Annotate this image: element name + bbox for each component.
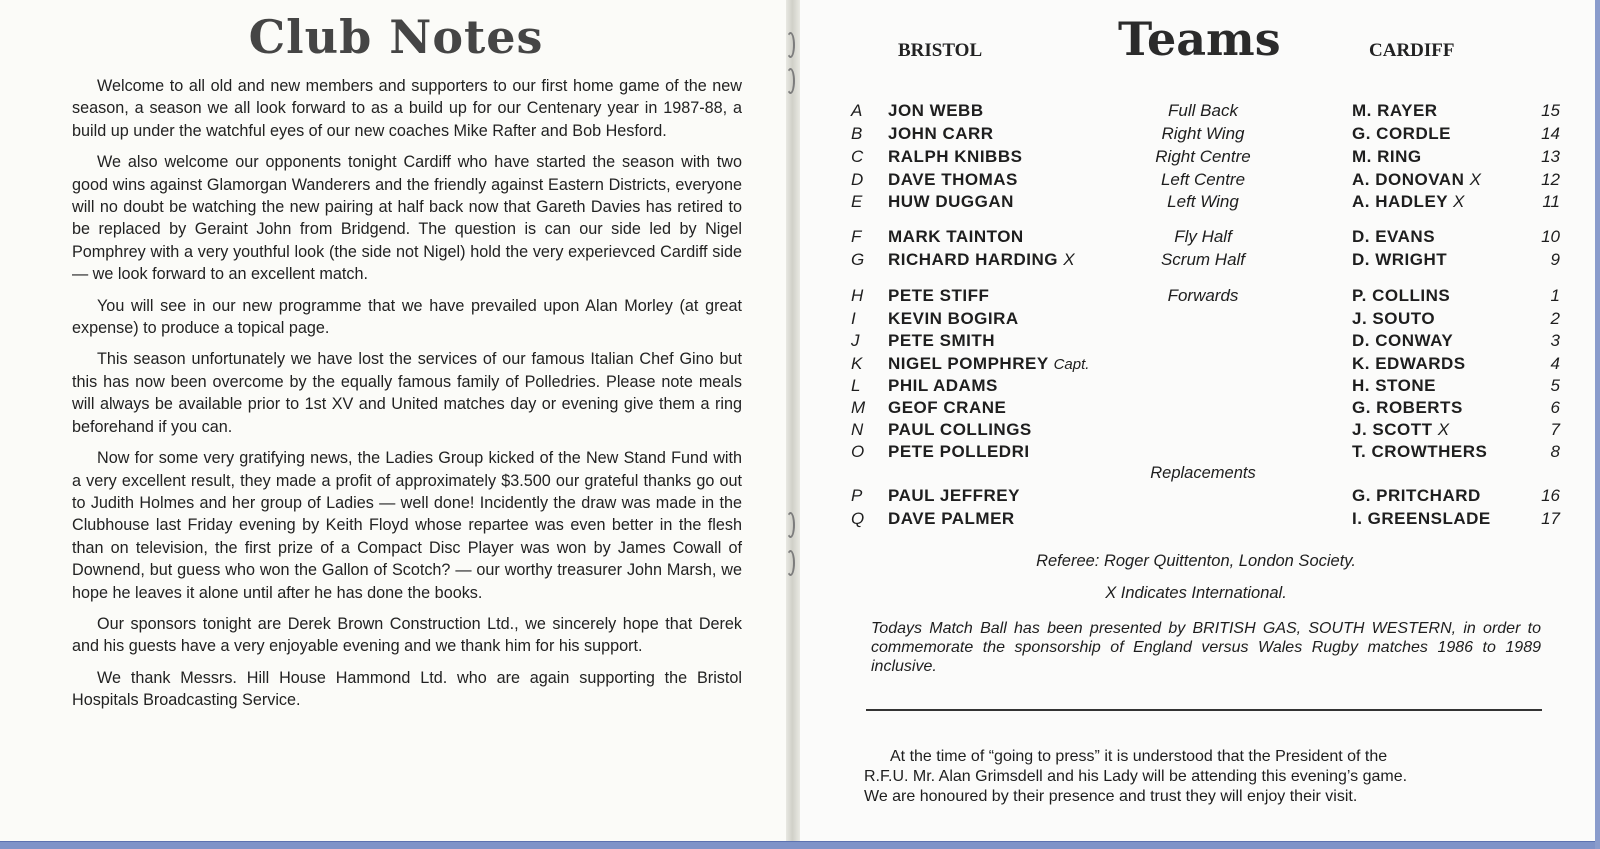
cardiff-player bbox=[1352, 170, 1481, 190]
referee-line: Referee: Roger Quittenton, London Society. bbox=[1036, 552, 1356, 570]
cardiff-player-name: J. SCOTT bbox=[1352, 420, 1433, 439]
bristol-letter: J bbox=[851, 331, 860, 350]
lineup-row bbox=[0, 509, 1600, 531]
cardiff-number: 6 bbox=[1550, 398, 1560, 417]
bristol-letter: A bbox=[851, 101, 863, 120]
bristol-player-name: PETE POLLEDRI bbox=[888, 442, 1030, 461]
international-mark: X bbox=[1453, 192, 1465, 211]
cardiff-number: 2 bbox=[1550, 309, 1560, 328]
home-team-heading: BRISTOL bbox=[898, 40, 983, 61]
cardiff-player bbox=[1352, 376, 1436, 396]
cardiff-player-name: D. CONWAY bbox=[1352, 331, 1454, 350]
divider bbox=[866, 709, 1542, 711]
bristol-player bbox=[888, 170, 1018, 190]
president-line: At the time of “going to press” it is understood that the President of the bbox=[890, 748, 1388, 765]
position-label: Right Wing bbox=[1161, 124, 1245, 143]
cardiff-player-name: K. EDWARDS bbox=[1352, 354, 1466, 373]
bristol-player-name: HUW DUGGAN bbox=[888, 192, 1014, 211]
cardiff-player-name: H. STONE bbox=[1352, 376, 1436, 395]
captain-note: Capt. bbox=[1053, 356, 1090, 373]
lineup-row bbox=[0, 309, 1600, 331]
cardiff-number: 5 bbox=[1550, 376, 1560, 395]
away-team-heading: CARDIFF bbox=[1369, 40, 1455, 61]
cardiff-player-name: G. ROBERTS bbox=[1352, 398, 1463, 417]
cardiff-player-name: I. GREENSLADE bbox=[1352, 509, 1491, 528]
club-notes-title: Club Notes bbox=[248, 10, 544, 64]
cardiff-player bbox=[1352, 420, 1450, 440]
international-note: X Indicates International. bbox=[1105, 584, 1287, 602]
bristol-player bbox=[888, 376, 998, 396]
bristol-letter: D bbox=[851, 170, 864, 189]
position-label: Right Centre bbox=[1155, 147, 1251, 166]
cardiff-player-name: D. EVANS bbox=[1352, 227, 1436, 246]
lineup-row bbox=[0, 398, 1600, 420]
lineup-row bbox=[0, 101, 1600, 123]
teams-title: Teams bbox=[1118, 12, 1281, 66]
lineup-row bbox=[0, 227, 1600, 249]
bristol-player bbox=[888, 486, 1020, 506]
cardiff-player-name: M. RING bbox=[1352, 147, 1422, 166]
cardiff-player bbox=[1352, 286, 1450, 306]
cardiff-player bbox=[1352, 486, 1481, 506]
bristol-player-name: DAVE THOMAS bbox=[888, 170, 1018, 189]
lineup-row bbox=[0, 147, 1600, 169]
cardiff-player-name: T. CROWTHERS bbox=[1352, 442, 1488, 461]
bristol-player-name: PETE SMITH bbox=[888, 331, 996, 350]
bristol-player-name: NIGEL POMPHREY bbox=[888, 354, 1049, 373]
bristol-letter: O bbox=[851, 442, 865, 461]
lineup-row bbox=[0, 286, 1600, 308]
cardiff-number: 4 bbox=[1550, 354, 1560, 373]
cardiff-number: 14 bbox=[1541, 124, 1560, 143]
cardiff-player bbox=[1352, 192, 1465, 212]
lineup-row bbox=[0, 250, 1600, 272]
lineup-row bbox=[0, 486, 1600, 508]
position-label: Scrum Half bbox=[1160, 250, 1246, 269]
bristol-letter: L bbox=[851, 376, 861, 395]
cardiff-player bbox=[1352, 124, 1451, 144]
bristol-player bbox=[888, 286, 989, 306]
bristol-player-name: PAUL COLLINGS bbox=[888, 420, 1032, 439]
bristol-player-name: MARK TAINTON bbox=[888, 227, 1024, 246]
position-label: Fly Half bbox=[1174, 227, 1232, 246]
bristol-player-name: DAVE PALMER bbox=[888, 509, 1015, 528]
bristol-letter: H bbox=[851, 286, 864, 305]
bristol-letter: F bbox=[851, 227, 862, 246]
lineup-row bbox=[0, 442, 1600, 464]
notes-paragraph: This season unfortunately we have lost the services of our famous Italian Chef Gino but this has now been overcome by the equally famous family of Polledries. Please note meals will always be available prior to 1st XV and United matches day or evening give them a ring beforehand if you can. bbox=[72, 350, 742, 436]
lineup-row bbox=[0, 420, 1600, 442]
bristol-player bbox=[888, 442, 1030, 462]
bristol-player bbox=[888, 227, 1024, 247]
replacements-label: Replacements bbox=[1150, 464, 1256, 482]
binding-staple-icon bbox=[786, 68, 795, 94]
cardiff-player-name: D. WRIGHT bbox=[1352, 250, 1448, 269]
cardiff-number: 1 bbox=[1550, 286, 1560, 305]
bristol-player-name: RICHARD HARDING bbox=[888, 250, 1058, 269]
cardiff-number: 17 bbox=[1541, 509, 1560, 528]
lineup-row bbox=[0, 331, 1600, 353]
president-note bbox=[864, 747, 1540, 807]
president-line: We are honoured by their presence and trust they will enjoy their visit. bbox=[864, 788, 1358, 805]
bristol-player bbox=[888, 101, 984, 121]
international-mark: X bbox=[1437, 420, 1450, 439]
cardiff-player-name: G. CORDLE bbox=[1352, 124, 1451, 143]
cardiff-player bbox=[1352, 398, 1463, 418]
cardiff-player bbox=[1352, 309, 1435, 329]
bristol-player-name: RALPH KNIBBS bbox=[888, 147, 1023, 166]
cardiff-number: 11 bbox=[1542, 192, 1560, 211]
cardiff-player bbox=[1352, 250, 1447, 270]
cardiff-player-name: J. SOUTO bbox=[1352, 309, 1436, 328]
bristol-player-name: PETE STIFF bbox=[888, 286, 990, 305]
cardiff-number: 16 bbox=[1541, 486, 1560, 505]
bristol-letter: P bbox=[851, 486, 863, 505]
lineup-row bbox=[0, 192, 1600, 214]
bristol-letter: N bbox=[851, 420, 864, 439]
lineup-row bbox=[0, 376, 1600, 398]
bristol-player-name: JOHN CARR bbox=[888, 124, 994, 143]
cardiff-player-name: P. COLLINS bbox=[1352, 286, 1451, 305]
bristol-player bbox=[888, 509, 1015, 529]
international-mark: X bbox=[1063, 250, 1076, 269]
international-mark: X bbox=[1469, 170, 1482, 189]
bristol-player-name: PHIL ADAMS bbox=[888, 376, 998, 395]
notes-paragraph: Now for some very gratifying news, the Ladies Group kicked of the New Stand Fund with a very excellent result, they made a profit of approximately $3.500 our grateful thanks go out to Judith Holmes and her group of Ladies — well done! Incidently the draw was made in the Clubhouse last Friday evening by Keith Floyd whose repartee was even better in the flesh than on television, the first prize of a Compact Disc Player was won by James Cowall of Downend, but guess who won the Gallon of Scotch? — our worthy treasurer John Marsh, we hope he leaves it alone until after he has done the books. bbox=[72, 449, 742, 602]
bristol-letter: Q bbox=[851, 509, 865, 528]
cardiff-player-name: M. RAYER bbox=[1352, 101, 1438, 120]
bristol-player-name: KEVIN BOGIRA bbox=[888, 309, 1019, 328]
bristol-player-name: PAUL JEFFREY bbox=[888, 486, 1020, 505]
notes-paragraph: Our sponsors tonight are Derek Brown Construction Ltd., we sincerely hope that Derek and his guests have a very enjoyable evening and we thank him for his support. bbox=[72, 614, 742, 656]
notes-paragraph: We also welcome our opponents tonight Cardiff who have started the season with two good wins against Glamorgan Wanderers and the friendly against Eastern Districts, everyone will no doubt be watching the new pairing at half back now that Gareth Davies has retired to be replaced by Geraint John from Bridgend. The question is can our side led by Nigel Pomphrey with a very youthful look (the side not Nigel) hold the very experievced Cardiff side — we look forward to an excellent match. bbox=[72, 153, 742, 284]
cardiff-number: 8 bbox=[1550, 442, 1560, 461]
president-line: R.F.U. Mr. Alan Grimsdell and his Lady will be attending this evening’s game. bbox=[864, 768, 1408, 785]
cardiff-number: 12 bbox=[1541, 170, 1560, 189]
bristol-player bbox=[888, 309, 1019, 329]
bristol-player-name: GEOF CRANE bbox=[888, 398, 1007, 417]
bristol-player bbox=[888, 124, 994, 144]
cardiff-player-name: G. PRITCHARD bbox=[1352, 486, 1481, 505]
position-label: Forwards bbox=[1167, 286, 1239, 305]
cover-edge bbox=[0, 841, 1600, 849]
bristol-letter: K bbox=[851, 354, 863, 373]
bristol-player bbox=[888, 398, 1006, 418]
position-label: Left Wing bbox=[1167, 192, 1239, 211]
notes-paragraph: Welcome to all old and new members and supporters to our first home game of the new season, a season we all look forward to as a build up for our Centenary year in 1987-88, a build up under the watchful eyes of our new coaches Mike Rafter and Bob Hesford. bbox=[72, 77, 742, 140]
cardiff-player bbox=[1352, 442, 1487, 462]
cardiff-number: 15 bbox=[1541, 101, 1560, 120]
cardiff-player bbox=[1352, 509, 1491, 529]
cardiff-player bbox=[1352, 331, 1453, 351]
lineup-row bbox=[0, 170, 1600, 192]
notes-paragraph: You will see in our new programme that we have prevailed upon Alan Morley (at great expense) to produce a topical page. bbox=[72, 296, 742, 338]
bristol-player bbox=[888, 331, 995, 351]
cardiff-player bbox=[1352, 147, 1422, 167]
bristol-player bbox=[888, 147, 1022, 167]
match-ball-note: Todays Match Ball has been presented by BRITISH GAS, SOUTH WESTERN, in order to commemorate the sponsorship of England versus Wales Rugby matches 1986 to 1989 inclusive. bbox=[871, 620, 1541, 675]
cardiff-number: 7 bbox=[1550, 420, 1560, 439]
bristol-player-name: JON WEBB bbox=[888, 101, 984, 120]
lineup-row bbox=[0, 124, 1600, 146]
bristol-letter: M bbox=[851, 398, 866, 417]
cardiff-number: 9 bbox=[1550, 250, 1560, 269]
lineup-row bbox=[0, 354, 1600, 376]
cardiff-player bbox=[1352, 354, 1466, 374]
bristol-letter: E bbox=[851, 192, 863, 211]
position-label: Left Centre bbox=[1160, 170, 1246, 189]
cardiff-number: 13 bbox=[1541, 147, 1560, 166]
bristol-player bbox=[888, 354, 1089, 374]
bristol-letter: B bbox=[851, 124, 863, 143]
position-label: Full Back bbox=[1168, 101, 1238, 120]
cardiff-number: 3 bbox=[1550, 331, 1560, 350]
cardiff-number: 10 bbox=[1541, 227, 1560, 246]
bristol-player bbox=[888, 250, 1075, 270]
notes-paragraph: We thank Messrs. Hill House Hammond Ltd. who are again supporting the Bristol Hospitals Broadcasting Service. bbox=[72, 668, 742, 710]
bristol-player bbox=[888, 420, 1032, 440]
cardiff-player-name: A. HADLEY bbox=[1352, 192, 1448, 211]
bristol-letter: I bbox=[851, 309, 856, 328]
cardiff-player bbox=[1352, 227, 1435, 247]
cardiff-player bbox=[1352, 101, 1438, 121]
bristol-player bbox=[888, 192, 1014, 212]
cardiff-player-name: A. DONOVAN bbox=[1352, 170, 1465, 189]
bristol-letter: C bbox=[851, 147, 864, 166]
bristol-letter: G bbox=[851, 250, 865, 269]
